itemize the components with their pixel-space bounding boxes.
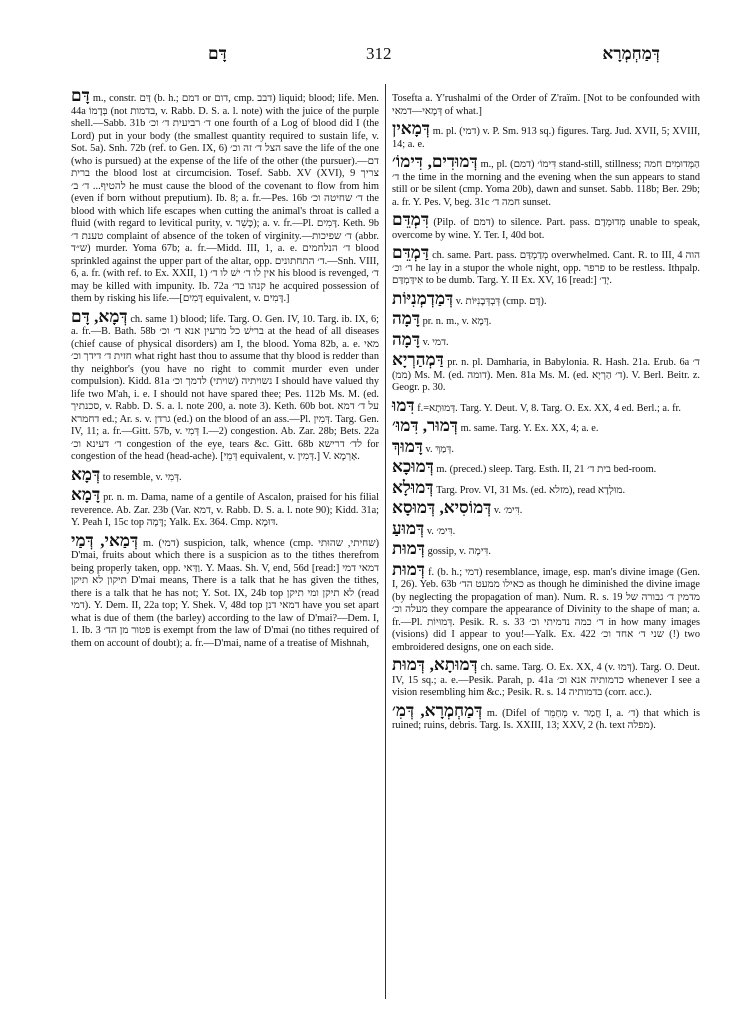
entry-text: ch. same. Targ. O. Ex. XX, 4 (v. דְּמוּ). Targ. O. Deut. IV, 15 sq.; a. e.—Pesik. Parah, p. 41a כדמותיה אנא וכ׳ whenever I see a vision resembling him &c.; Pesik. R. s. 14 בדמותיה (corr. acc.). <box>392 662 700 698</box>
dictionary-entry <box>71 306 380 464</box>
entry-text: m. same. Targ. Y. Ex. XX, 4; a. e. <box>460 423 599 434</box>
entry-headword: דָּמָא <box>71 485 101 504</box>
entry-text: pr. n. m. Dama, name of a gentile of Ascalon, praised for his filial reverence. Ab. Zar. 23b (Var. דמא, v. Rabb. D. S. a. l. note 90); Kidd. 31a; Y. Peah I, 15c top דָּמָה; Yalk. Ex. 364. Cmp. דּוּמָא. <box>71 492 380 528</box>
dictionary-entry <box>392 436 700 457</box>
entry-text: m., constr. דַּם (b. h.; דמם or דום, cmp. דבב) liquid; blood; life. Men. 44a בְּדָמוֹ (not בדמות, v. Rabb. D. S. a. l. note) with the juice of the purple shell.—Sabb. 31b ד׳ רביעית ד׳ וכ׳ one fourth of a Log of blood did I (the Lord) put in your body (the smallest quantity required to sustain life, v. Sot. 5a). Snh. 72b (ref. to Gen. IX, 6) הצל ד׳ זה וכ׳ save the life of the one (who is pursued) at the expense of the life of the other (the pursuer).—דם ברית the blood lost at circumcision. Tosef. Sabb. XV (XVI), 9 צריך להטיף... ד׳ ב׳ he must cause the blood of the covenant to flow from him (even if born without preputium). Ib. 8; a. fr.—Pes. 16b ד׳ שחיטה וכ׳ the blood with which life escapes when cutting the animal's throat is called a fluid (with regard to levitical purity, v. כָּשֵׁר); a. v. fr.—Pl. דָּמִים. Keth. 9b טענת ד׳ complaint of absence of the token of virginity.—ד׳ שפיכות (abbr. ש״ד) murder. Yoma 67b; a. fr.—Midd. III, 1, a. e. ד׳ הנלחמים blood sprinkled against the upper part of the altar, opp. ד׳ התחתונים.—Snh. VIII, 6, a. fr. (with ref. to Ex. XXII, 1) אין לו ד׳ ישׁ לו ד׳ his blood is revenged, ד׳ may be killed with impunity. Ib. 72a קנהו בד׳ he acquired possession of them by risking his life.—[דָּמִים equivalent, v. דָּמִים.] <box>71 93 380 304</box>
running-head-right: דְּמַחְמְרָא <box>602 44 660 63</box>
entry-text: m., pl. דִּימוֹ׳ (דמם) stand-still, stillness; הַמְּדוּמִים חמה ד׳ the time in the morning and the evening when the sun appears to stand still or be silent (cmp. Yoma 20b), dawn and sunset. Sabb. 118b; Ber. 29b; a. fr. Y. Pes. V, beg. 31c חמה ד׳ sunset. <box>392 159 700 208</box>
entry-text: ch. same. Part. pass. מְדַמְדַּם overwhelmed. Cant. R. to III, 4 הוה ד׳ וכ׳ he lay in a stupor the whole night, opp. פרפר to be restless. Ithpalp. אִידַּמְדַּם to be dumb. Targ. Y. II Ex. XV, 16 [read:] יְדַ׳. <box>392 250 700 286</box>
entry-text: m. pl. (דמי) v. P. Sm. 913 sq.) figures. Targ. Jud. XVII, 5; XVIII, 14; a. e. <box>392 126 701 150</box>
entry-headword: דַּמְהַרְיָא <box>392 350 444 369</box>
dictionary-entry <box>392 311 700 329</box>
entry-text: Tosefta a. Y'rushalmi of the Order of Z'raïm. [Not to be confounded with דְּמָאי—דמאי of what.] <box>392 93 700 117</box>
entry-headword: דְּמוּעַ <box>392 518 425 538</box>
entry-headword: דְּמוּר, דִּמוּ׳ <box>392 416 458 435</box>
dictionary-entry <box>392 395 700 416</box>
entry-headword: דְּמָא, דָּם <box>71 306 128 326</box>
dictionary-entry <box>392 518 700 539</box>
dictionary-entry <box>392 700 701 733</box>
entry-headword: דְּמַחְמְרָא, דְּמִ׳ <box>392 700 483 720</box>
entry-headword: דְּמַדְמְנִיּוֹת <box>392 288 454 308</box>
page-number: 312 <box>366 44 392 63</box>
entry-headword: דְּמוּתָא, דְּמוּת <box>392 655 478 674</box>
dictionary-entry <box>392 352 700 395</box>
entry-text: v. דמי. <box>422 336 449 348</box>
entry-text: pr. n. m., v. דָּמָא. <box>422 316 492 327</box>
dictionary-entry <box>392 559 701 655</box>
right-column <box>392 88 700 736</box>
entry-headword: דְּמוּדִים, דִּימוֹ׳ <box>392 152 478 171</box>
left-column <box>71 88 379 653</box>
entry-text: m. (preced.) sleep. Targ. Esth. II, 21 בית ד׳ bed-room. <box>436 464 657 475</box>
entry-text: to resemble, v. דְּמִי. <box>102 471 182 483</box>
entry-headword: דְּמַאי, דְּמַי <box>71 530 139 550</box>
entry-text: f. (b. h.; דמי) resemblance, image, esp. man's divine image (Gen. I, 26). Yeb. 63b כאילו ממעט הד׳ as though he diminished the divine image (by neglecting the propagation of man). Num. R. s. 19 מדמין ד׳ גבורה של מעלה וכ׳ they compare the appearance of Divinity to the shape of man; a. fr.—Pl. דְּמוּיוֹת. Pesik. R. s. 33 ד׳ כמה נדמיתי וכ׳ in how many images (visions) did I appear to you!—Yalk. Ex. 422 שני ד׳ אחד וכ׳ (!) two embroidered designs, one on each side. <box>392 566 701 653</box>
dictionary-entry <box>392 88 700 118</box>
entry-headword: דְּמָא <box>71 464 101 484</box>
dictionary-entry <box>392 477 700 498</box>
dictionary-entry <box>392 212 700 242</box>
entry-headword: דַּמְדֵּם <box>392 243 430 262</box>
dictionary-entry <box>392 657 700 700</box>
dictionary-entry <box>392 500 700 518</box>
entry-headword: דָּמָה <box>392 309 421 328</box>
entry-text: Targ. Prov. VI, 31 Ms. (ed. מזלא), read מוּלְדָא. <box>436 484 626 496</box>
entry-text: pr. n. pl. Damharia, in Babylonia. R. Hash. 21a. Erub. 6a ד׳ (ממ) Ms. M. (ed. דומה). Men. 81a Ms. M. (ed. ד׳ הַרְיָא). V. Berl. Beitr. z. Geogr. p. 30. <box>392 357 700 393</box>
entry-headword: דְּמוּת <box>392 539 425 558</box>
entry-text: m. (דמי) suspicion, talk, whence (cmp. שחיתי, שהוּתי) D'mai, fruits about which there is a suspicion as to the tithes therefrom being properly taken, opp. וַדַּאי. Y. Maas. Sh. V, end, 56d [read:] דמאי דמי תיקון לא תיקן D'mai means, There is a talk that he has given the tithes, there is a talk that he has not; Y. Sot. IX, 24b top לא תיקן ומי תיקן (read דמי). Y. Dem. II, 22a top; Y. Shek. V, 48d top דמאי דנן have you set apart what is due of them (the barley) according to the law of D'mai?—Dem. I, 1. Ib. 3 פטור מן הד׳ is exempt from the law of D'mai (no tithes required of them on account of doubt); a. fr.—D'mai, name of a treatise of Mishnah, <box>71 537 380 649</box>
entry-text: (Pilp. of דמם) to silence. Part. pass. מְדוּמְדָם unable to speak, overcome by wine. Y. Ter. I, 40d bot. <box>392 217 701 241</box>
entry-text: gossip, v. דִּימָה. <box>427 546 491 557</box>
dictionary-entry <box>71 88 379 306</box>
dictionary-entry <box>392 541 700 559</box>
dictionary-entry <box>71 487 379 530</box>
entry-text: v. דְּמַךְ. <box>425 443 454 455</box>
entry-text: f.=דְּמוּתָא. Targ. Y. Deut. V, 8. Targ. O. Ex. XX, 4 ed. Berl.; a. fr. <box>417 402 681 414</box>
column-divider <box>385 84 386 999</box>
entry-headword: דְּמוֹסִיא, דְּמוּסָא <box>392 498 492 517</box>
running-head-left: דָּם <box>208 44 227 63</box>
dictionary-entry <box>392 154 700 209</box>
page-header <box>70 44 700 70</box>
entry-text: v. דִּימ׳. <box>493 505 523 516</box>
entry-headword: דִּמְדֵּם <box>392 210 430 229</box>
entry-text: v. דִּימ׳. <box>426 525 456 537</box>
entry-text: v. דְּבְדְּבָנִיּוֹת (cmp. דָּם). <box>455 295 547 307</box>
entry-headword: דִּמוּ <box>392 395 415 415</box>
entry-headword: דָּמָה <box>392 329 421 349</box>
dictionary-entry <box>392 121 700 151</box>
dictionary-entry <box>71 530 380 651</box>
entry-headword: דְּמוּלָא <box>392 477 434 497</box>
dictionary-entry <box>392 288 700 309</box>
dictionary-entry <box>392 459 700 477</box>
entry-headword: דְּמוּת <box>392 559 425 579</box>
entry-headword: דְּמָאין <box>392 119 430 138</box>
dictionary-entry <box>71 464 379 485</box>
entry-headword: דְּמוּכָא <box>392 457 434 476</box>
entry-text: m. (Difel of מְחַמֵּר v. חֲמַר I, a. ד׳) that which is ruined; ruins, debris. Targ. Is. XXIII, 13; XXV, 2 (h. text מפלה). <box>392 707 701 731</box>
entry-text: ch. same 1) blood; life. Targ. O. Gen. IV, 10. Targ. ib. IX, 6; a. fr.—B. Bath. 58b ברישׁ כל מרעין אנא ד׳ וכ׳ at the head of all diseases (chief cause of physical disorders) am I, the blood. Yoma 82b, a. e. מאי חזית ד׳ דידך וכ׳ what right hast thou to assume that thy blood is redder than thy neighbor's (you have no right to commit murder even under compulsion). Kidd. 81a נשויתיה (שויתי) לדמך וכ׳ I should have valued thy life two M'ah, i. e. I should not have spared thee; Pes. 112b Ms. M. (ed. סכנתיך, v. Rabb. D. S. a. l. note 200, a. note 3). Keth. 60b bot. על ד׳ דמא דחמרא ed.; Ar. s. v. גרדן (ed.) on the blood of an ass.—Pl. דְּמִין. Targ. Gen. IV, 11; a. fr.—Gitt. 57b, v. דְּמִי I.—2) congestion. Ab. Zar. 28b; Bets. 22a ד׳ דעינא וכ׳ congestion of the eye, tears &c. Gitt. 68b לד׳ דרישא for congestion of the head (head-ache). [דְּמֵי equivalent, v. דְּמִין.] V. אַרְמָא. <box>71 313 380 462</box>
entry-headword: דָּמוּךְ <box>392 436 423 456</box>
dictionary-entry <box>392 418 700 436</box>
dictionary-entry <box>392 329 700 350</box>
entry-headword: דָּם <box>71 86 90 105</box>
dictionary-entry <box>392 245 700 288</box>
